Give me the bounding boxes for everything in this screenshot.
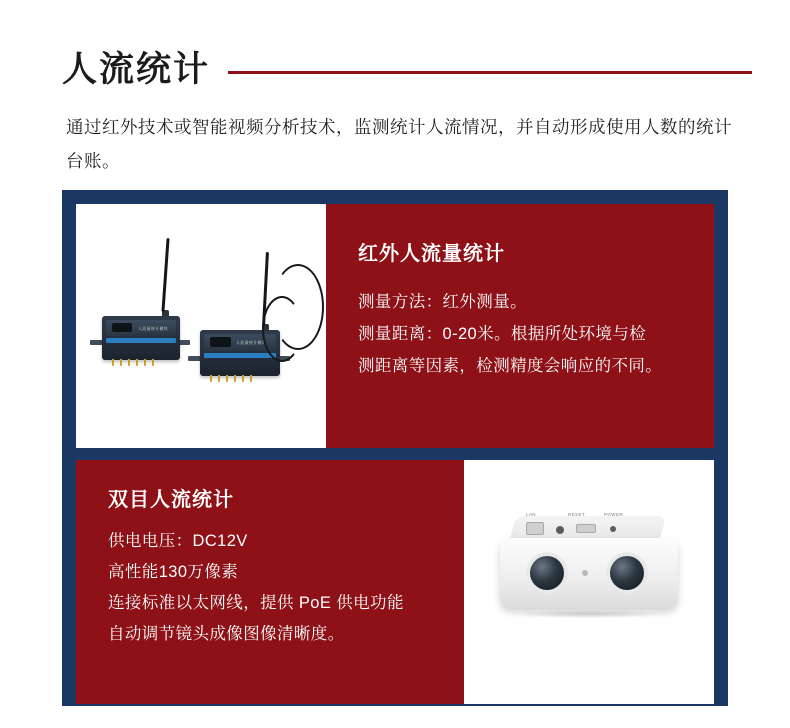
- card-infrared: [326, 204, 714, 448]
- camera-shadow: [508, 610, 670, 618]
- terminal-pin: [136, 359, 138, 366]
- camera-body: [500, 538, 678, 608]
- device-lens: [210, 337, 231, 347]
- sd-slot: [576, 524, 596, 533]
- device-illustration-binocular: [464, 460, 714, 704]
- terminal-pin: [152, 359, 154, 366]
- card-line: 供电电压：DC12V: [108, 532, 248, 550]
- terminal-pin: [242, 375, 244, 382]
- title-rule: [228, 71, 752, 74]
- feature-row-infrared: [76, 204, 714, 448]
- page-header: [62, 38, 752, 100]
- terminal-pin: [112, 359, 114, 366]
- power-jack: [610, 526, 616, 532]
- card-binocular: [76, 460, 464, 704]
- terminal-pin: [250, 375, 252, 382]
- device-illustration-infrared: [76, 204, 326, 448]
- card-line: 测距离等因素，检测精度会响应的不同。: [358, 357, 663, 375]
- card-line: 自动调节镜头成像图像清晰度。: [108, 625, 345, 643]
- device-label: 人流量统计模块: [236, 340, 267, 345]
- terminal-pin: [144, 359, 146, 366]
- antenna: [161, 238, 169, 312]
- card-line: 高性能130万像素: [108, 563, 239, 581]
- content-panel: [62, 190, 728, 706]
- terminal-pin: [128, 359, 130, 366]
- infrared-counter-device-photo: [76, 204, 326, 448]
- device-lens: [112, 323, 132, 332]
- device-accent-strip: [204, 353, 276, 358]
- camera-lens-left: [530, 556, 564, 590]
- feature-row-binocular: [76, 460, 714, 704]
- terminal-pin: [210, 375, 212, 382]
- terminal-pin: [226, 375, 228, 382]
- power-label: POWER: [604, 512, 624, 517]
- card-title-infrared: 红外人流量统计: [358, 243, 505, 265]
- terminal-pin: [234, 375, 236, 382]
- reset-button: [556, 526, 564, 534]
- camera-lens-right: [610, 556, 644, 590]
- ir-sensor: [582, 570, 588, 576]
- page-title: 人流统计: [62, 49, 211, 89]
- lan-label: LAN: [526, 512, 536, 517]
- binocular-camera-device-photo: [464, 460, 714, 704]
- power-cable: [262, 296, 302, 362]
- terminal-pin: [120, 359, 122, 366]
- card-line: 测量方法：红外测量。: [358, 293, 527, 311]
- device-label: 人流量统计模块: [138, 326, 169, 331]
- lan-port: [526, 522, 544, 535]
- card-line: 测量距离：0-20米。根据所处环境与检: [358, 325, 647, 343]
- intro-paragraph: 通过红外技术或智能视频分析技术，监测统计人流情况，并自动形成使用人数的统计台账。: [66, 117, 732, 171]
- reset-label: RESET: [568, 512, 586, 517]
- card-line: 连接标准以太网线，提供 PoE 供电功能: [108, 594, 404, 612]
- card-title-binocular: 双目人流统计: [108, 489, 234, 511]
- terminal-pin: [218, 375, 220, 382]
- device-accent-strip: [106, 338, 176, 343]
